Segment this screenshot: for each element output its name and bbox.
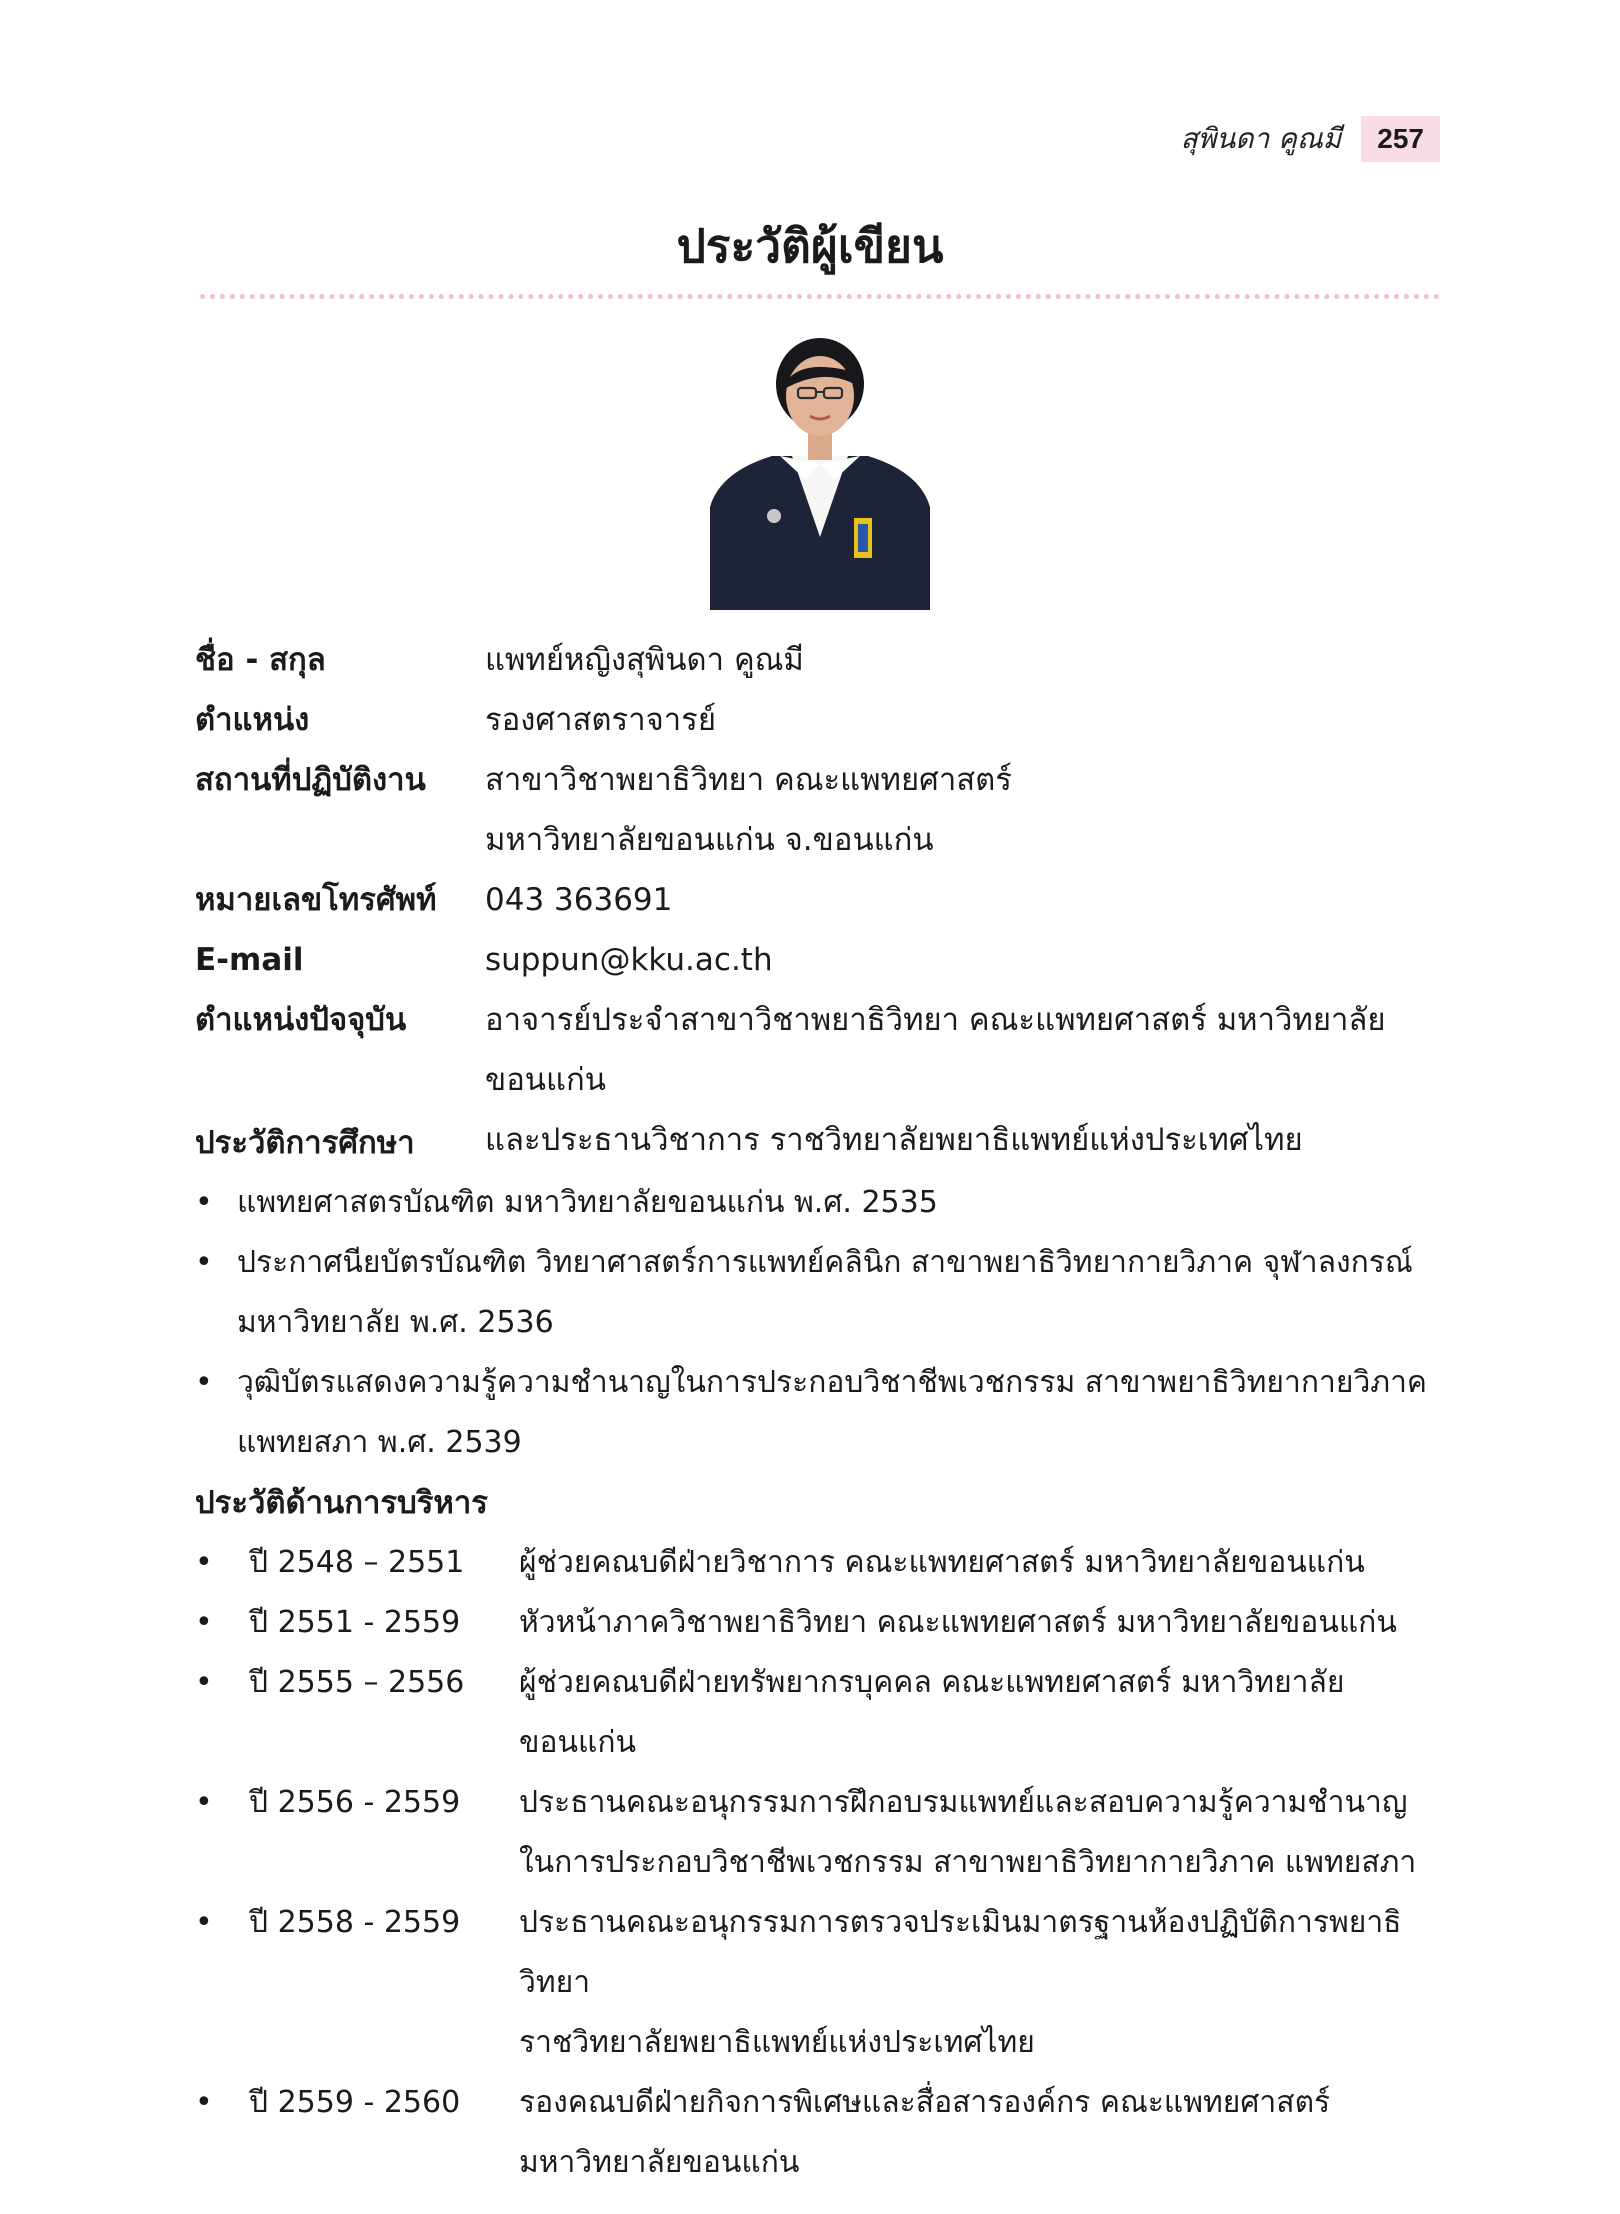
current-position-line-1: อาจารย์ประจำสาขาวิชาพยาธิวิทยา คณะแพทยศาสตร์ มหาวิทยาลัยขอนแก่น	[485, 1002, 1386, 1098]
administration-item	[195, 1893, 1440, 2073]
administration-years: ปี 2559 - 2560	[249, 2085, 461, 2120]
administration-years: ปี 2558 - 2559	[249, 1905, 461, 1940]
bullet: •	[195, 1245, 213, 1280]
education-item	[195, 1353, 1440, 1473]
name-label: ชื่อ - สกุล	[195, 642, 326, 678]
bullet: •	[195, 1665, 213, 1700]
phone-label: หมายเลขโทรศัพท์	[195, 882, 437, 918]
administration-duty-line: ประธานคณะอนุกรรมการตรวจประเมินมาตรฐานห้องปฏิบัติการพยาธิวิทยา	[519, 1905, 1402, 2000]
administration-duty-line: มหาวิทยาลัยขอนแก่น	[519, 2145, 800, 2180]
phone-row	[195, 870, 1440, 930]
profile-details	[195, 630, 1440, 1170]
bullet: •	[195, 1185, 213, 1220]
administration-duty-line: ผู้ช่วยคณบดีฝ่ายวิชาการ คณะแพทยศาสตร์ มหาวิทยาลัยขอนแก่น	[519, 1545, 1365, 1580]
workplace-label: สถานที่ปฏิบัติงาน	[195, 762, 426, 798]
education-heading: ประวัติการศึกษา	[195, 1125, 415, 1161]
name-value: แพทย์หญิงสุพินดา คูณมี	[485, 642, 804, 678]
education-item	[195, 1233, 1440, 1353]
workplace-value	[485, 750, 1440, 870]
dotted-divider	[200, 294, 1440, 299]
education-item-line: แพทยศาสตรบัณฑิต มหาวิทยาลัยขอนแก่น พ.ศ. 2535	[237, 1185, 938, 1220]
administration-duty-line: ราชวิทยาลัยพยาธิแพทย์แห่งประเทศไทย	[519, 2025, 1035, 2060]
position-value: รองศาสตราจารย์	[485, 702, 716, 738]
email-row	[195, 930, 1440, 990]
bullet: •	[195, 1605, 213, 1640]
administration-heading: ประวัติด้านการบริหาร	[195, 1485, 488, 1521]
page-title: ประวัติผู้เขียน	[676, 219, 944, 273]
administration-list	[195, 1533, 1440, 2193]
bullet: •	[195, 2085, 213, 2120]
workplace-line-1: สาขาวิชาพยาธิวิทยา คณะแพทยศาสตร์	[485, 762, 1012, 798]
author-photo	[710, 332, 930, 610]
education-item-line: แพทยสภา พ.ศ. 2539	[237, 1425, 522, 1460]
administration-duty-line: ประธานคณะอนุกรรมการฝึกอบรมแพทย์และสอบความรู้ความชำนาญ	[519, 1785, 1408, 1820]
administration-years: ปี 2551 - 2559	[249, 1605, 461, 1640]
administration-years: ปี 2555 – 2556	[249, 1665, 465, 1700]
email-value: suppun@kku.ac.th	[485, 942, 773, 978]
current-position-value	[485, 990, 1440, 1170]
email-label: E-mail	[195, 942, 304, 978]
administration-item	[195, 1773, 1440, 1893]
position-row	[195, 690, 1440, 750]
workplace-line-2: มหาวิทยาลัยขอนแก่น จ.ขอนแก่น	[485, 822, 934, 858]
header-author: สุพินดา คูณมี	[1180, 122, 1342, 155]
education-item-line: ประกาศนียบัตรบัณฑิต วิทยาศาสตร์การแพทย์คลินิก สาขาพยาธิวิทยากายวิภาค จุฬาลงกรณ์	[237, 1245, 1413, 1280]
administration-item	[195, 2073, 1440, 2193]
position-label: ตำแหน่ง	[195, 702, 310, 738]
bullet: •	[195, 1545, 213, 1580]
current-position-label: ตำแหน่งปัจจุบัน	[195, 1002, 407, 1038]
administration-years: ปี 2556 - 2559	[249, 1785, 461, 1820]
education-list	[195, 1173, 1440, 1473]
administration-duty-line: หัวหน้าภาควิชาพยาธิวิทยา คณะแพทยศาสตร์ มหาวิทยาลัยขอนแก่น	[519, 1605, 1397, 1640]
administration-years: ปี 2548 – 2551	[249, 1545, 465, 1580]
administration-duty-line: ผู้ช่วยคณบดีฝ่ายทรัพยากรบุคคล คณะแพทยศาสตร์ มหาวิทยาลัยขอนแก่น	[519, 1665, 1345, 1760]
education-item-line: มหาวิทยาลัย พ.ศ. 2536	[237, 1305, 554, 1340]
education-item	[195, 1173, 1440, 1233]
administration-item	[195, 1653, 1440, 1773]
running-header	[1181, 116, 1440, 162]
bullet: •	[195, 1785, 213, 1820]
education-item-line: วุฒิบัตรแสดงความรู้ความชำนาญในการประกอบวิชาชีพเวชกรรม สาขาพยาธิวิทยากายวิภาค	[237, 1365, 1427, 1400]
phone-value: 043 363691	[485, 882, 673, 918]
name-row	[195, 630, 1440, 690]
workplace-row	[195, 750, 1440, 870]
administration-duty-line: ในการประกอบวิชาชีพเวชกรรม สาขาพยาธิวิทยากายวิภาค แพทยสภา	[519, 1845, 1417, 1880]
bullet: •	[195, 1365, 213, 1400]
administration-item	[195, 1593, 1440, 1653]
bullet: •	[195, 1905, 213, 1940]
current-position-line-2: และประธานวิชาการ ราชวิทยาลัยพยาธิแพทย์แห่งประเทศไทย	[485, 1122, 1303, 1158]
administration-item	[195, 1533, 1440, 1593]
page-number: 257	[1361, 116, 1440, 162]
administration-duty-line: รองคณบดีฝ่ายกิจการพิเศษและสื่อสารองค์กร คณะแพทยศาสตร์	[519, 2085, 1331, 2120]
